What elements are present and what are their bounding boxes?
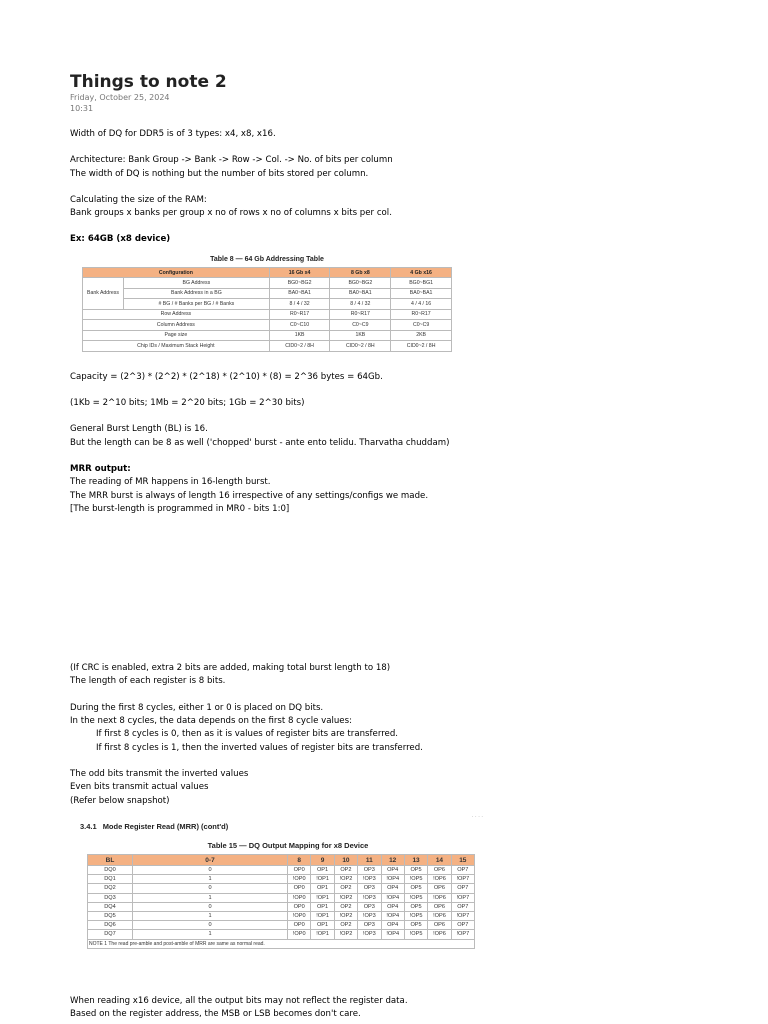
table-cell: OP2: [334, 884, 357, 893]
table-cell: !OP2: [334, 911, 357, 920]
table-cell: C0~C9: [330, 320, 391, 331]
table-note: NOTE 1 The read pre-amble and post-amble of MRR are same as normal read.: [88, 939, 475, 948]
table-cell: !OP5: [404, 893, 427, 902]
page-marker: · · · ·: [471, 814, 483, 820]
table-cell: R0~R17: [391, 309, 452, 320]
table-cell: CID0~2 / 8H: [269, 341, 330, 352]
table-cell: OP4: [381, 921, 404, 930]
table-cell: 1: [133, 930, 288, 939]
table-row: [88, 866, 475, 875]
table-cell: OP5: [404, 884, 427, 893]
table-cell: !OP3: [358, 875, 381, 884]
table-header-row: [83, 268, 452, 278]
table-header-cell: Configuration: [83, 268, 270, 278]
text-line: If first 8 cycles is 0, then as it is values of register bits are transferred.: [96, 729, 399, 740]
text-line: General Burst Length (BL) is 16.: [70, 424, 208, 435]
table-cell: !OP0: [288, 875, 311, 884]
table-cell: OP2: [334, 866, 357, 875]
table-row: [88, 921, 475, 930]
table-cell: 2KB: [391, 330, 452, 341]
example-heading: Ex: 64GB (x8 device): [70, 234, 171, 245]
table-cell: OP3: [358, 921, 381, 930]
table-cell: !OP7: [451, 911, 474, 920]
table-cell: DQ3: [88, 893, 133, 902]
text-line: Width of DQ for DDR5 is of 3 types: x4, x8, x16.: [70, 129, 276, 139]
table-cell: 0: [133, 866, 288, 875]
table-cell: 1KB: [330, 330, 391, 341]
table-row: [83, 278, 452, 289]
text-line: The reading of MR happens in 16-length burst.: [70, 477, 271, 488]
table-cell: !OP6: [428, 893, 451, 902]
table-cell: !OP1: [311, 875, 334, 884]
table-cell: !OP4: [381, 875, 404, 884]
table-cell: OP1: [311, 884, 334, 893]
table-cell: OP4: [381, 902, 404, 911]
text-line: When reading x16 device, all the output bits may not reflect the register data.: [70, 995, 408, 1006]
table-cell: !OP6: [428, 911, 451, 920]
table-cell: OP0: [288, 884, 311, 893]
table-row: [88, 884, 475, 893]
table-row: [88, 911, 475, 920]
table-cell: !OP5: [404, 875, 427, 884]
table-cell: Bank Address in a BG: [124, 288, 270, 299]
table-header-cell: 12: [381, 855, 404, 866]
table-cell: DQ6: [88, 921, 133, 930]
table-cell: R0~R17: [330, 309, 391, 320]
table-cell: OP7: [451, 884, 474, 893]
table-header-cell: 16 Gb x4: [269, 268, 330, 278]
table-note-row: [88, 939, 475, 948]
table-row: [83, 299, 452, 310]
table-cell: !OP7: [451, 875, 474, 884]
table-cell: OP6: [428, 921, 451, 930]
table-cell: CID0~2 / 8H: [330, 341, 391, 352]
table-cell: BG0~BG1: [391, 278, 452, 289]
table-row: [88, 930, 475, 939]
table-cell: !OP4: [381, 930, 404, 939]
text-line: During the first 8 cycles, either 1 or 0 is placed on DQ bits.: [70, 702, 324, 713]
table-cell: C0~C10: [269, 320, 330, 331]
text-line: The length of each register is 8 bits.: [70, 676, 226, 687]
text-line: The MRR burst is always of length 16 irrespective of any settings/configs we made.: [70, 490, 429, 501]
table-cell: DQ0: [88, 866, 133, 875]
table-cell: OP6: [428, 884, 451, 893]
table-cell: !OP3: [358, 911, 381, 920]
table-row: [88, 893, 475, 902]
table-row: [83, 288, 452, 299]
table-cell: BA0~BA1: [391, 288, 452, 299]
text-line: Even bits transmit actual values: [70, 782, 209, 793]
table-cell: !OP3: [358, 893, 381, 902]
table-cell: Column Address: [83, 320, 270, 331]
table-cell: 1: [133, 875, 288, 884]
table-cell: DQ1: [88, 875, 133, 884]
table-header-cell: 11: [358, 855, 381, 866]
text-line: Architecture: Bank Group -> Bank -> Row -> Col. -> No. of bits per column: [70, 155, 393, 166]
table-cell: !OP6: [428, 930, 451, 939]
table-cell: Row Address: [83, 309, 270, 320]
text-line: (1Kb = 2^10 bits; 1Mb = 2^20 bits; 1Gb = 2^30 bits): [70, 398, 305, 409]
addressing-table-image: [82, 256, 452, 352]
table-header-cell: 10: [334, 855, 357, 866]
table-cell: DQ5: [88, 911, 133, 920]
text-line: Bank groups x banks per group x no of rows x no of columns x bits per col.: [70, 208, 392, 219]
text-line: Based on the register address, the MSB or LSB becomes don't care.: [70, 1009, 361, 1020]
dq-mapping-table-image: [78, 822, 478, 949]
section-number: 3.4.1: [80, 822, 97, 831]
table-cell: 0: [133, 921, 288, 930]
table-cell: OP1: [311, 866, 334, 875]
table-cell: BA0~BA1: [330, 288, 391, 299]
table-cell: !OP1: [311, 930, 334, 939]
table-cell: OP4: [381, 884, 404, 893]
table-cell: 0: [133, 902, 288, 911]
text-line: (If CRC is enabled, extra 2 bits are added, making total burst length to 18): [70, 663, 391, 674]
text-line: But the length can be 8 as well ('chopped' burst - ante ento telidu. Tharvatha chuddam): [70, 437, 450, 448]
table-cell: !OP6: [428, 875, 451, 884]
table-header-cell: 4 Gb x16: [391, 268, 452, 278]
table-cell: OP7: [451, 921, 474, 930]
table-cell: DQ4: [88, 902, 133, 911]
table-cell: 1: [133, 911, 288, 920]
table-cell: !OP2: [334, 930, 357, 939]
table-cell: BG Address: [124, 278, 270, 289]
table-cell: OP1: [311, 902, 334, 911]
table-row: [83, 341, 452, 352]
table-cell: !OP0: [288, 893, 311, 902]
table-cell: BA0~BA1: [269, 288, 330, 299]
table-cell: BG0~BG2: [269, 278, 330, 289]
table-cell: DQ7: [88, 930, 133, 939]
table-row: [83, 309, 452, 320]
table-cell: !OP2: [334, 893, 357, 902]
table-cell: !OP5: [404, 930, 427, 939]
table-cell: OP0: [288, 902, 311, 911]
table-cell: CID0~2 / 8H: [391, 341, 452, 352]
note-date: Friday, October 25, 2024: [70, 93, 170, 102]
bank-address-label: Bank Address: [83, 278, 124, 310]
table-row: [88, 902, 475, 911]
table-cell: 0: [133, 884, 288, 893]
table-header-cell: BL: [88, 855, 133, 866]
table-header-cell: 8 Gb x8: [330, 268, 391, 278]
text-line: Calculating the size of the RAM:: [70, 194, 207, 205]
section-title: Mode Register Read (MRR) (cont'd): [102, 822, 229, 831]
mrr-heading: MRR output:: [70, 463, 131, 474]
table-cell: 8 / 4 / 32: [330, 299, 391, 310]
text-line: (Refer below snapshot): [70, 795, 170, 806]
table-cell: R0~R17: [269, 309, 330, 320]
table-cell: OP5: [404, 921, 427, 930]
text-line: The odd bits transmit the inverted values: [70, 768, 249, 779]
table-cell: !OP1: [311, 893, 334, 902]
text-line: In the next 8 cycles, the data depends on the first 8 cycle values:: [70, 716, 352, 727]
table-cell: OP7: [451, 866, 474, 875]
table-cell: !OP7: [451, 930, 474, 939]
table-cell: Chip IDs / Maximum Stack Height: [83, 341, 270, 352]
table-cell: OP3: [358, 902, 381, 911]
addressing-table: [82, 267, 452, 352]
table-cell: OP3: [358, 884, 381, 893]
table-header-cell: 0-7: [133, 855, 288, 866]
table-header-cell: 15: [451, 855, 474, 866]
table-header-cell: 8: [288, 855, 311, 866]
table-header-row: [88, 855, 475, 866]
text-line: [The burst-length is programmed in MR0 - bits 1:0]: [70, 503, 290, 514]
table-header-cell: 9: [311, 855, 334, 866]
table-cell: !OP0: [288, 930, 311, 939]
table-row: [83, 320, 452, 331]
note-time: 10:31: [70, 104, 94, 113]
table-caption: Table 8 — 64 Gb Addressing Table: [210, 256, 324, 263]
table-row: [88, 875, 475, 884]
table-cell: OP2: [334, 921, 357, 930]
table-cell: OP0: [288, 866, 311, 875]
table-cell: OP5: [404, 902, 427, 911]
table-cell: !OP7: [451, 893, 474, 902]
table-caption: Table 15 — DQ Output Mapping for x8 Device: [207, 841, 369, 850]
text-line: Capacity = (2^3) * (2^2) * (2^18) * (2^10) * (8) = 2^36 bytes = 64Gb.: [70, 371, 383, 382]
table-cell: !OP0: [288, 911, 311, 920]
table-cell: Page size: [83, 330, 270, 341]
table-cell: !OP3: [358, 930, 381, 939]
table-cell: # BG / # Banks per BG / # Banks: [124, 299, 270, 310]
text-line: The width of DQ is nothing but the number of bits stored per column.: [70, 168, 369, 179]
table-cell: OP4: [381, 866, 404, 875]
table-cell: 8 / 4 / 32: [269, 299, 330, 310]
table-cell: !OP1: [311, 911, 334, 920]
table-cell: 1: [133, 893, 288, 902]
table-cell: OP7: [451, 902, 474, 911]
table-cell: OP0: [288, 921, 311, 930]
table-row: [83, 330, 452, 341]
table-cell: OP6: [428, 866, 451, 875]
table-cell: OP2: [334, 902, 357, 911]
section-heading: [80, 822, 478, 831]
table-cell: !OP4: [381, 911, 404, 920]
table-cell: !OP5: [404, 911, 427, 920]
table-cell: OP6: [428, 902, 451, 911]
table-cell: !OP2: [334, 875, 357, 884]
table-cell: OP5: [404, 866, 427, 875]
page-title: Things to note 2: [70, 72, 227, 92]
table-cell: DQ2: [88, 884, 133, 893]
table-cell: 1KB: [269, 330, 330, 341]
table-cell: OP1: [311, 921, 334, 930]
dq-mapping-table: [87, 854, 475, 949]
table-cell: !OP4: [381, 893, 404, 902]
text-line: If first 8 cycles is 1, then the inverted values of register bits are transferred.: [96, 742, 423, 753]
table-header-cell: 13: [404, 855, 427, 866]
table-cell: OP3: [358, 866, 381, 875]
table-header-cell: 14: [428, 855, 451, 866]
table-cell: 4 / 4 / 16: [391, 299, 452, 310]
table-cell: C0~C9: [391, 320, 452, 331]
table-cell: BG0~BG2: [330, 278, 391, 289]
